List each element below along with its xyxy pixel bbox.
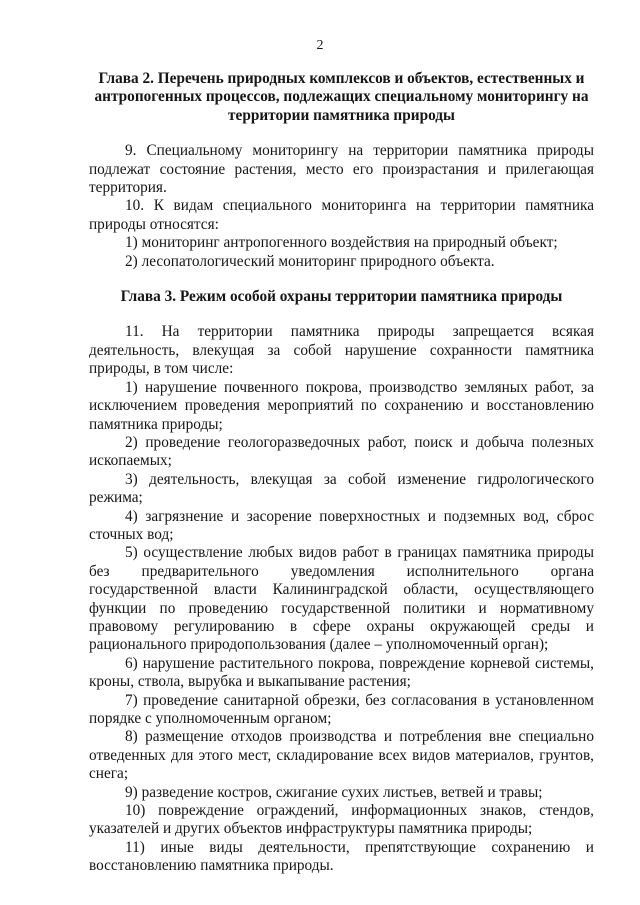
- prohibition-item-7: 7) проведение санитарной обрезки, без согласования в установленном порядке с уполномоченным органом;: [89, 691, 594, 727]
- chapter-3-heading: Глава 3. Режим особой охраны территории памятника природы: [120, 288, 563, 306]
- prohibition-item-6: 6) нарушение растительного покрова, повреждение корневой системы, кроны, ствола, вырубка и выкапывание растения;: [89, 654, 594, 691]
- monitoring-item-2: 2) лесопатологический мониторинг природного объекта.: [125, 252, 495, 270]
- prohibition-item-8: 8) размещение отходов производства и потребления вне специально отведенных для этого мест, складирование всех видов материалов, грунтов, снега;: [89, 728, 594, 783]
- paragraph-10: 10. К видам специального мониторинга на территории памятника природы относятся:: [89, 197, 594, 233]
- prohibition-item-5: 5) осуществление любых видов работ в границах памятника природы без предварительного уведомления исполнительного органа государственной власти Калининградской области, осуществляющего функции по проведению государственной политики и нормативному правовому регулированию в сфере охраны окружающей среды и рационального природопользования (далее – уполномоченный орган);: [89, 544, 594, 654]
- paragraph-9: 9. Специальному мониторингу на территории памятника природы подлежат состояние растения, место его произрастания и прилегающая территория.: [89, 142, 594, 197]
- prohibition-item-9: 9) разведение костров, сжигание сухих листьев, ветвей и травы;: [125, 783, 543, 801]
- page-number: 2: [316, 38, 324, 53]
- prohibition-item-2: 2) проведение геологоразведочных работ, поиск и добыча полезных ископаемых;: [89, 433, 594, 470]
- paragraph-11: 11. На территории памятника природы запрещается всякая деятельность, влекущая за собой нарушение сохранности памятника природы, в том числе:: [89, 323, 594, 378]
- prohibition-item-11: 11) иные виды деятельности, препятствующие сохранению и восстановлению памятника природы.: [89, 838, 594, 875]
- chapter-2-heading: Глава 2. Перечень природных комплексов и объектов, естественных и антропогенных процессов, подлежащих специальному мониторингу на территории памятника природы: [94, 70, 589, 124]
- prohibition-item-10: 10) повреждение ограждений, информационных знаков, стендов, указателей и других объектов инфраструктуры памятника природы;: [89, 802, 594, 838]
- prohibition-item-3: 3) деятельность, влекущая за собой изменение гидрологического режима;: [89, 470, 594, 507]
- prohibition-item-1: 1) нарушение почвенного покрова, производство земляных работ, за исключением проведения мероприятий по сохранению и восстановлению памятника природы;: [89, 378, 594, 433]
- prohibition-item-4: 4) загрязнение и засорение поверхностных и подземных вод, сброс сточных вод;: [89, 507, 594, 543]
- document-body: [89, 70, 594, 876]
- monitoring-item-1: 1) мониторинг антропогенного воздействия на природный объект;: [125, 234, 558, 252]
